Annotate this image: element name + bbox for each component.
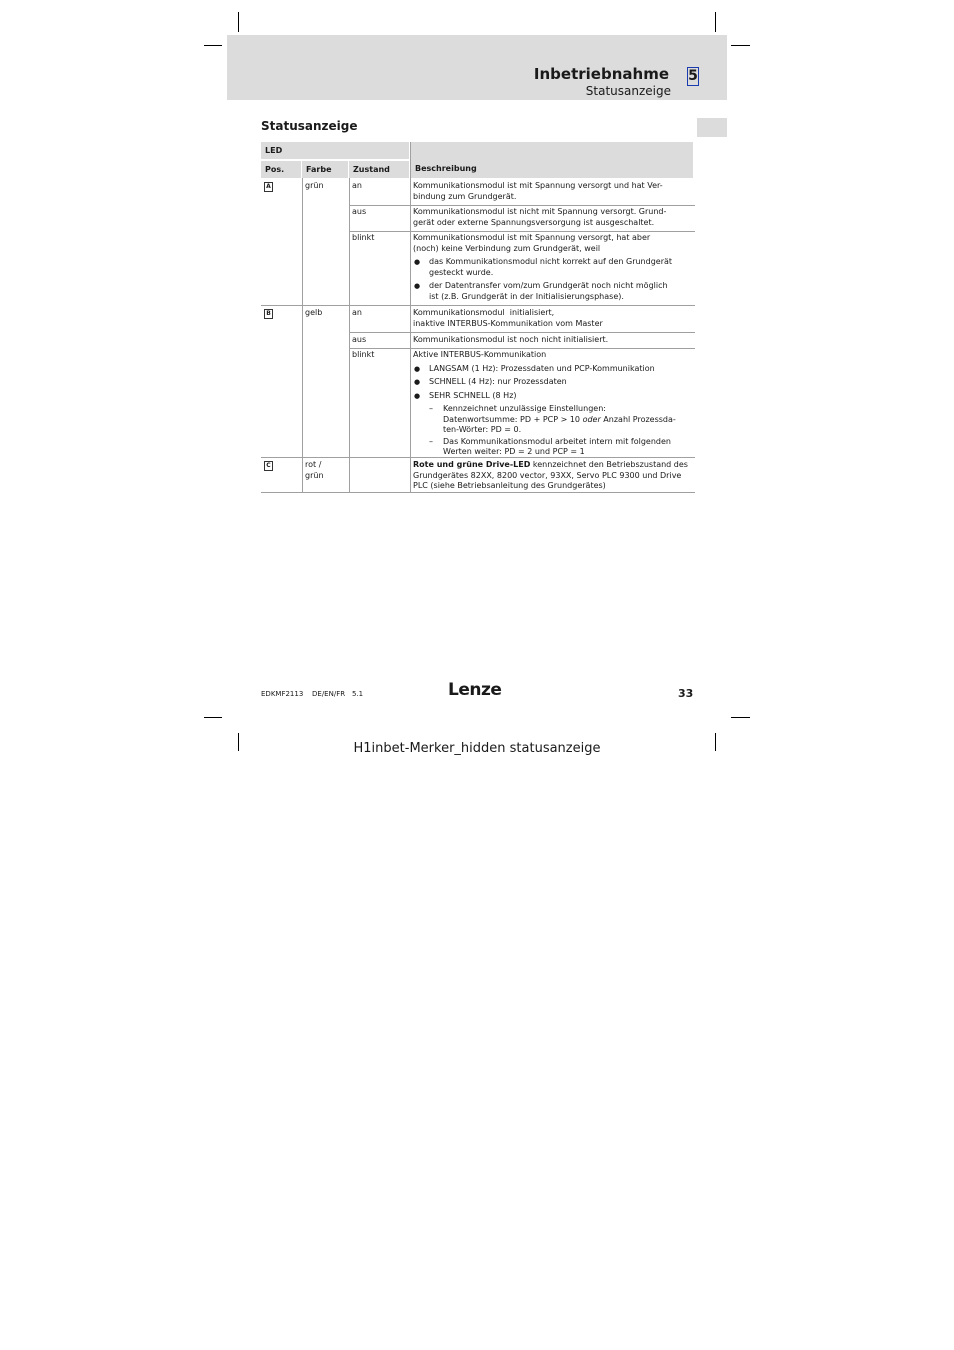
page-number: 33: [678, 687, 694, 700]
zustand-b-aus: aus: [352, 335, 367, 344]
text-line: ● das Kommunikationsmodul nicht korrekt auf den Grundgerät: [429, 257, 673, 266]
farbe-a: grün: [305, 181, 324, 190]
text-line: – Das Kommunikationsmodul arbeitet intern mit folgenden: [443, 436, 671, 446]
text-line: Grundgerätes 82XX, 8200 vector, 93XX, Servo PLC 9300 und Drive: [413, 470, 682, 480]
text-line: ten-Wörter: PD = 0.: [443, 425, 522, 434]
chapter-number: 5: [688, 68, 698, 84]
text-line: (noch) keine Verbindung zum Grundgerät, weil: [413, 243, 601, 253]
text-line: [443, 415, 692, 426]
bullet-item: [413, 257, 692, 278]
zustand-b-blinkt: blinkt: [352, 350, 375, 359]
pos-b: [261, 306, 301, 321]
footer-languages: DE/EN/FR: [312, 690, 346, 698]
beschreibung-a-an: [410, 179, 695, 204]
farbe-b: gelb: [305, 308, 323, 317]
farbe-c: [302, 458, 348, 483]
zustand-b-an: an: [352, 308, 362, 317]
dash-item: [413, 404, 692, 436]
text-line: inaktive INTERBUS-Kommunikation vom Master: [413, 318, 603, 328]
crop-mark: [731, 717, 750, 718]
bullet-item: [413, 281, 692, 302]
hidden-marker-text: H1inbet-Merker_hidden statusanzeige: [353, 741, 601, 756]
text-line: – Kennzeichnet unzulässige Einstellungen:: [443, 404, 606, 413]
zustand-a-blinkt: blinkt: [352, 233, 375, 242]
crop-mark: [731, 45, 750, 46]
text-line: grün: [305, 470, 324, 480]
beschreibung-a-aus: [410, 205, 695, 230]
text-line: Kommunikationsmodul ist mit Spannung versorgt, hat aber: [413, 233, 651, 242]
text-line: PLC (siehe Betriebsanleitung des Grundgerätes): [413, 481, 606, 490]
chapter-title: Inbetriebnahme: [533, 65, 669, 83]
text-line: bindung zum Grundgerät.: [413, 191, 517, 201]
crop-mark: [238, 12, 239, 32]
text-line: Kommunikationsmodul initialisiert,: [413, 308, 555, 317]
text-line: ist (z.B. Grundgerät in der Initialisierungsphase).: [429, 291, 624, 301]
col-beschreibung-header: [411, 142, 693, 178]
position-marker-a: A: [264, 182, 273, 192]
side-tab: [697, 118, 727, 137]
crop-mark: [715, 12, 716, 32]
text-line: Werten weiter: PD = 2 und PCP = 1: [443, 447, 585, 456]
text-line: Kommunikationsmodul ist nicht mit Spannung versorgt. Grund-: [413, 207, 667, 216]
bullet-item: ● SEHR SCHNELL (8 Hz): [413, 391, 692, 402]
text-run-italic: oder: [582, 414, 601, 424]
text-line: [413, 460, 692, 471]
text-run: kennzeichnet den Betriebszustand des: [530, 460, 688, 469]
col-pos-header: Pos.: [261, 161, 301, 178]
text-line: Kommunikationsmodul ist noch nicht initialisiert.: [413, 335, 609, 344]
col-beschreibung-label: Beschreibung: [415, 164, 477, 173]
text-line: gerät oder externe Spannungsversorgung ist ausgeschaltet.: [413, 217, 655, 227]
beschreibung-b-blinkt: [410, 348, 695, 460]
text-run: Datenwortsumme: PD + PCP > 10: [443, 414, 583, 424]
status-table: [261, 142, 695, 494]
beschreibung-b-an: [410, 306, 695, 331]
text-line: Kommunikationsmodul ist mit Spannung versorgt und hat Ver-: [413, 181, 663, 190]
pos-c: [261, 458, 301, 473]
beschreibung-c: [410, 458, 695, 494]
crop-mark: [204, 45, 222, 46]
lenze-logo: Lenze: [448, 680, 502, 700]
col-farbe-header: Farbe: [302, 161, 348, 178]
footer-version: 5.1: [352, 690, 364, 698]
text-line: gesteckt wurde.: [429, 267, 494, 277]
crop-mark: [204, 717, 222, 718]
text-line: ● der Datentransfer vom/zum Grundgerät noch nicht möglich: [429, 281, 668, 290]
footer-doc-id: EDKMF2113: [261, 690, 304, 698]
text-line: rot /: [305, 460, 322, 469]
position-marker-c: C: [264, 461, 273, 471]
beschreibung-a-blinkt: [410, 231, 695, 304]
zustand-a-aus: aus: [352, 207, 367, 216]
bullet-item: ● LANGSAM (1 Hz): Prozessdaten und PCP-Kommunikation: [413, 364, 692, 375]
position-marker-b: B: [264, 309, 273, 319]
bullet-item: ● SCHNELL (4 Hz): nur Prozessdaten: [413, 377, 692, 388]
section-title: Statusanzeige: [261, 119, 358, 133]
text-run: Anzahl Prozessda-: [600, 414, 676, 424]
col-divider: [302, 178, 303, 492]
chapter-subtitle: Statusanzeige: [585, 84, 671, 98]
led-group-header: LED: [261, 142, 409, 159]
pos-a: [261, 179, 301, 194]
col-zustand-header: Zustand: [349, 161, 409, 178]
beschreibung-b-aus: [410, 333, 695, 348]
zustand-a-an: an: [352, 181, 362, 190]
text-line: Aktive INTERBUS-Kommunikation: [413, 350, 547, 359]
text-run-bold: Rote und grüne Drive-LED: [413, 460, 531, 469]
dash-item: [413, 437, 692, 458]
